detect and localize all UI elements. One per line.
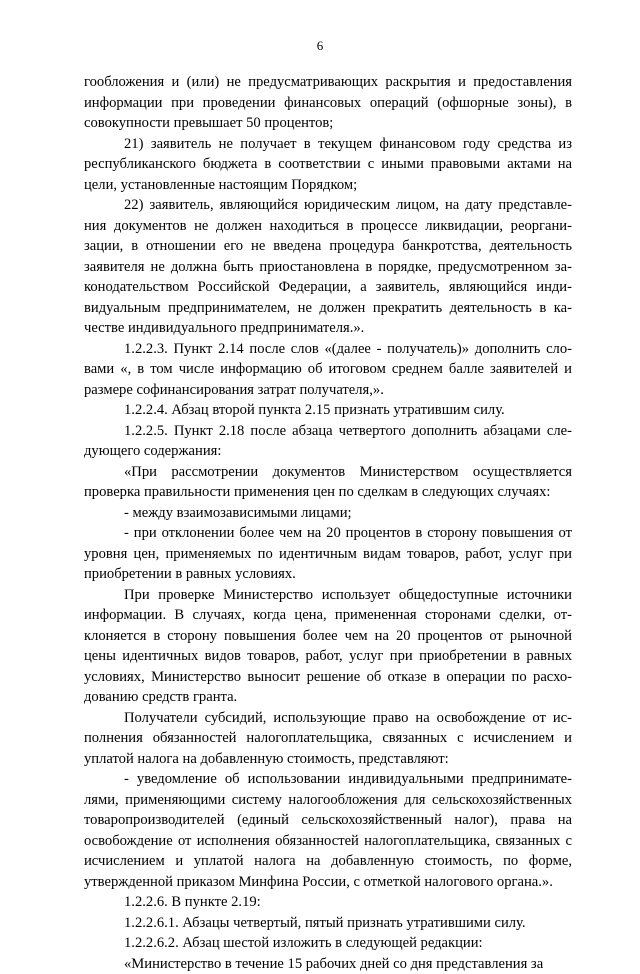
paragraph-subsidy-recipients: Получатели субсидий, использующие право на освобождение от исполнения обязанностей налогоплательщика, связанных с исчислением и уплатой налога на добавленную стоимость, представляют: bbox=[84, 708, 572, 770]
paragraph-price-check: «При рассмотрении документов Министерством осуществляется проверка правильности применения цен по сделкам в следующих случаях: bbox=[84, 462, 572, 503]
paragraph-1-2-2-4: 1.2.2.4. Абзац второй пункта 2.15 признать утратившим силу. bbox=[84, 400, 572, 421]
document-body bbox=[84, 72, 572, 974]
paragraph-1-2-2-6-2: 1.2.2.6.2. Абзац шестой изложить в следующей редакции: bbox=[84, 933, 572, 954]
list-item-related-parties: - между взаимозависимыми лицами; bbox=[84, 503, 572, 524]
paragraph-ministry-sources: При проверке Министерство использует общедоступные источники информации. В случаях, когда цена, примененная сторонами сделки, отклоняется в сторону повышения более чем на 20 процентов от рыночной цены идентичных видов товаров, работ, услуг при приобретении в равных условиях, Министерство выносит решение об отказе в операции по расходованию средств гранта. bbox=[84, 585, 572, 708]
paragraph-1-2-2-5: 1.2.2.5. Пункт 2.18 после абзаца четвертого дополнить абзацами следующего содержания: bbox=[84, 421, 572, 462]
list-item-price-deviation: - при отклонении более чем на 20 процентов в сторону повышения от уровня цен, применяемых по идентичным видам товаров, работ, услуг при приобретении в равных условиях. bbox=[84, 523, 572, 585]
list-item-notification: - уведомление об использовании индивидуальными предпринимателями, применяющими систему налогообложения для сельскохозяйственных товаропроизводителей (единый сельскохозяйственный налог), права на освобождение от исполнения обязанностей налогоплательщика, связанных с исчислением и уплатой налога на добавленную стоимость, по форме, утвержденной приказом Минфина России, с отметкой налогового органа.». bbox=[84, 769, 572, 892]
paragraph-ministry-15-days: «Министерство в течение 15 рабочих дней со дня представления за bbox=[84, 954, 572, 974]
paragraph-item-21: 21) заявитель не получает в текущем финансовом году средства из республиканского бюджета в соответствии с иными правовыми актами на цели, установленные настоящим Порядком; bbox=[84, 134, 572, 196]
paragraph-1-2-2-6: 1.2.2.6. В пункте 2.19: bbox=[84, 892, 572, 913]
page-number: 6 bbox=[0, 38, 640, 54]
paragraph-1-2-2-3: 1.2.2.3. Пункт 2.14 после слов «(далее - получатель)» дополнить словами «, в том числе информацию об итоговом среднем балле заявителей и размере софинансирования затрат получателя,». bbox=[84, 339, 572, 401]
paragraph-continuation: гообложения и (или) не предусматривающих раскрытия и предоставления информации при проведении финансовых операций (офшорные зоны), в совокупности превышает 50 процентов; bbox=[84, 72, 572, 134]
paragraph-item-22: 22) заявитель, являющийся юридическим лицом, на дату представления документов не должен находиться в процессе ликвидации, реорганизации, в отношении его не введена процедура банкротства, деятельность заявителя не должна быть приостановлена в порядке, предусмотренном законодательством Российской Федерации, а заявитель, являющийся индивидуальным предпринимателем, не должен прекратить деятельность в качестве индивидуального предпринимателя.». bbox=[84, 195, 572, 339]
paragraph-1-2-2-6-1: 1.2.2.6.1. Абзацы четвертый, пятый признать утратившими силу. bbox=[84, 913, 572, 934]
